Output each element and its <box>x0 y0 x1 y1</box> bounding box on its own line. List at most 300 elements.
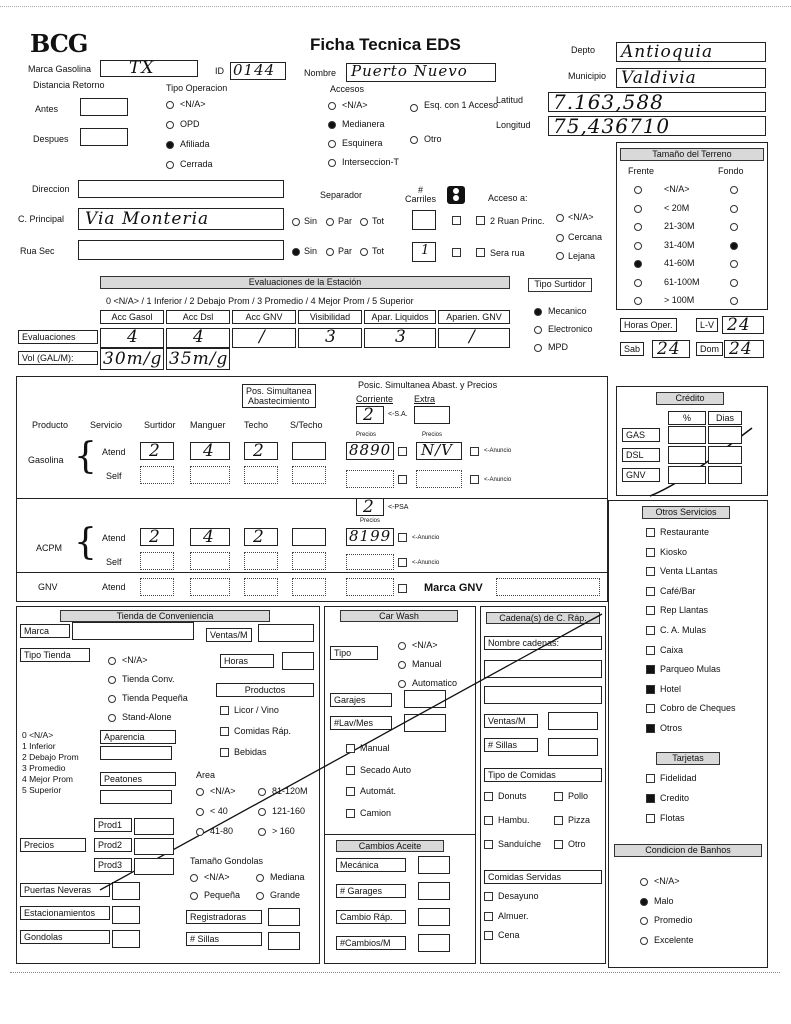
cambios-field-1[interactable] <box>418 882 450 900</box>
antes-label: Antes <box>35 104 59 114</box>
terreno-fondo-radio-6[interactable] <box>730 297 738 305</box>
carwash-item-label-3: Camion <box>360 807 392 818</box>
gondolas-label-0: <N/A> <box>204 872 230 882</box>
tienda-sillas-label: # Sillas <box>186 932 262 946</box>
tipo-operacion-label: Tipo Operacion <box>166 83 228 93</box>
gondolas-radio-2[interactable] <box>190 892 198 900</box>
accesos-radio-0[interactable] <box>328 102 336 110</box>
gondolas-radio-1[interactable] <box>256 874 264 882</box>
dom-field[interactable] <box>724 340 764 358</box>
eval-value-field-2[interactable] <box>232 328 296 348</box>
gnv-manguer-atend[interactable] <box>190 578 230 596</box>
carwash-item-check-1[interactable] <box>346 766 355 775</box>
gas-precio-extra-field[interactable]: N/V <box>416 442 462 460</box>
area-label-4: 121-160 <box>272 806 306 816</box>
gas-surtidor-atend[interactable]: 2 <box>140 442 174 460</box>
terreno-frente-radio-2[interactable] <box>634 223 642 231</box>
acpm-pos-field[interactable]: 2 <box>356 498 384 516</box>
tienda-precios-label: Precios <box>20 838 86 852</box>
accesos-radio-3[interactable] <box>328 159 336 167</box>
extra-label: Extra <box>414 394 436 404</box>
comidas-label-2: Hambu. <box>498 815 530 825</box>
otros-check-9[interactable] <box>646 704 655 713</box>
sab-value: 24 <box>657 339 681 359</box>
otros-label-4: Rep Llantas <box>660 605 709 616</box>
area-label-3: 81-120M <box>272 786 308 796</box>
accesos-label-1: Medianera <box>342 119 385 129</box>
peatones-label: Peatones <box>100 772 176 786</box>
area-label-0: <N/A> <box>210 786 236 796</box>
tienda-sillas-field[interactable] <box>268 932 300 950</box>
tienda-scale-5: 5 Superior <box>22 785 62 795</box>
tarjetas-check-1[interactable] <box>646 794 655 803</box>
tipo-operacion-radio-3[interactable] <box>166 161 174 169</box>
sec-tot-label: Tot <box>372 246 385 256</box>
vol-gasol-field[interactable] <box>100 348 164 370</box>
sec-par-radio[interactable] <box>326 248 334 256</box>
carwash-tipo-label-1: Manual <box>412 659 442 669</box>
tipo-tienda-radio-2[interactable] <box>108 695 116 703</box>
acpm-precio-self[interactable] <box>346 554 394 570</box>
acpm-stecho-atend[interactable] <box>292 528 326 546</box>
area-radio-4[interactable] <box>258 808 266 816</box>
estacionamientos-label: Estacionamientos <box>20 906 110 920</box>
carwash-tipo-radio-2[interactable] <box>398 680 406 688</box>
gondolas-label-2: Pequeña <box>204 890 241 900</box>
principal-traffic-check[interactable] <box>452 216 461 225</box>
terreno-row-label-5: 61-100M <box>664 276 700 287</box>
eval-col-3: Visibilidad <box>298 310 362 324</box>
eval-value-field-0[interactable] <box>100 328 164 348</box>
cambios-label-0: Mecánica <box>336 858 406 872</box>
otros-check-4[interactable] <box>646 606 655 615</box>
ruan-princ-label: 2 Ruan Princ. <box>490 216 545 226</box>
gas-pos-field[interactable]: 2 <box>356 406 384 424</box>
servidas-label-1: Almuer. <box>498 910 529 921</box>
banos-label-1: Malo <box>654 895 674 906</box>
surtidor-radio-0[interactable] <box>534 308 542 316</box>
tipo-tienda-label-3: Stand-Alone <box>122 712 172 722</box>
tipo-tienda-label-0: <N/A> <box>122 655 148 665</box>
gas-precio-self-check[interactable] <box>398 475 407 484</box>
marca-label: Marca Gasolina <box>28 64 92 74</box>
credito-pct-field-2[interactable] <box>668 466 706 484</box>
surtidor-radio-2[interactable] <box>534 344 542 352</box>
carwash-title: Car Wash <box>340 610 458 622</box>
gnv-atend-label: Atend <box>102 582 126 592</box>
antes-field[interactable] <box>80 98 128 116</box>
prod-field-0[interactable] <box>134 818 174 835</box>
acc-na-radio[interactable] <box>556 214 564 222</box>
sab-field[interactable] <box>652 340 690 358</box>
acpm-psa-label: <-PSA <box>388 504 409 511</box>
accesos-otro-radio[interactable] <box>410 136 418 144</box>
otros-label-0: Restaurante <box>660 527 710 537</box>
gondolas-title: Tamaño Gondolas <box>190 856 264 866</box>
gas-manguer-atend[interactable]: 4 <box>190 442 230 460</box>
servidas-check-0[interactable] <box>484 892 493 901</box>
terreno-frente-radio-1[interactable] <box>634 205 642 213</box>
depto-label: Depto <box>571 45 596 55</box>
prod-field-2[interactable] <box>134 858 174 875</box>
sec-sin-label: Sin <box>304 246 318 256</box>
depto-value: Antioquia <box>621 42 714 62</box>
gnv-stecho-atend[interactable] <box>292 578 326 596</box>
sera-rua-label: Sera rua <box>490 248 525 258</box>
gnv-techo-atend[interactable] <box>244 578 278 596</box>
tipo-operacion-label-2: Afiliada <box>180 139 210 149</box>
lav-mes-label: #Lav/Mes <box>330 716 392 730</box>
gas-precio-extra-self[interactable] <box>416 470 462 488</box>
tienda-scale-0: 0 <N/A> <box>22 730 54 740</box>
acpm-precio-self-check[interactable] <box>398 558 407 567</box>
credito-dias-field-0[interactable] <box>708 426 742 444</box>
area-label-2: 41-80 <box>210 826 234 836</box>
credito-pct-field-1[interactable] <box>668 446 706 464</box>
terreno-frente-radio-3[interactable] <box>634 242 642 250</box>
credito-row-0: GAS <box>622 428 660 442</box>
registradoras-field[interactable] <box>268 908 300 926</box>
pos-simult-label: Pos. Simultanea Abastecimiento <box>242 384 316 408</box>
sec-tot-radio[interactable] <box>360 248 368 256</box>
carwash-tipo-label: Tipo <box>330 646 378 660</box>
gondolas-field[interactable] <box>112 930 140 948</box>
gas-surtidor-self[interactable] <box>140 466 174 484</box>
principal-tot-label: Tot <box>372 216 385 226</box>
id-field[interactable] <box>230 62 286 80</box>
c-principal-value: Via Monteria <box>85 209 210 229</box>
comidas-check-5[interactable] <box>554 840 563 849</box>
otros-check-0[interactable] <box>646 528 655 537</box>
terreno-fondo-radio-0[interactable] <box>730 186 738 194</box>
terreno-fondo-radio-2[interactable] <box>730 223 738 231</box>
rua-sec-label: Rua Sec <box>20 246 55 256</box>
sec-traffic-check[interactable] <box>452 248 461 257</box>
prod-field-1[interactable] <box>134 838 174 855</box>
logo: BCG <box>30 29 88 58</box>
tipo-tienda-radio-0[interactable] <box>108 657 116 665</box>
otros-check-7[interactable] <box>646 665 655 674</box>
prod-label-1: Prod2 <box>94 838 132 852</box>
depto-field[interactable] <box>616 42 766 62</box>
terreno-fondo-radio-3[interactable] <box>730 242 738 250</box>
terreno-fondo-radio-4[interactable] <box>730 260 738 268</box>
tienda-title: Tienda de Conveniencia <box>60 610 270 622</box>
gnv-label: GNV <box>38 582 58 592</box>
gas-techo-self[interactable] <box>244 466 278 484</box>
evaluaciones-row-label: Evaluaciones <box>18 330 98 344</box>
gnv-surtidor-atend[interactable] <box>140 578 174 596</box>
area-radio-2[interactable] <box>196 828 204 836</box>
cambios-aceite-title: Cambios Aceite <box>336 840 444 852</box>
sec-rua-check[interactable] <box>476 248 485 257</box>
tienda-prod-check-1[interactable] <box>220 727 229 736</box>
acpm-precio-field[interactable]: 8199 <box>346 528 394 546</box>
otros-label-7: Parqueo Mulas <box>660 664 721 675</box>
area-radio-1[interactable] <box>196 808 204 816</box>
otros-check-3[interactable] <box>646 587 655 596</box>
gas-precios-extra-label: Precios <box>422 432 443 438</box>
gas-techo-atend[interactable]: 2 <box>244 442 278 460</box>
otros-label-6: Caixa <box>660 644 684 655</box>
comidas-check-4[interactable] <box>484 840 493 849</box>
principal-tot-radio[interactable] <box>360 218 368 226</box>
carwash-tipo-radio-1[interactable] <box>398 661 406 669</box>
otros-check-2[interactable] <box>646 567 655 576</box>
accesos-otro-label: Otro <box>424 134 442 144</box>
acc-lejana-radio[interactable] <box>556 252 564 260</box>
acpm-precios-label: Precios <box>360 518 381 524</box>
prod-col-1: Servicio <box>90 420 123 430</box>
area-radio-5[interactable] <box>258 828 266 836</box>
corriente-label: Corriente <box>356 394 394 404</box>
carwash-item-check-2[interactable] <box>346 787 355 796</box>
principal-sin-radio[interactable] <box>292 218 300 226</box>
longitud-field[interactable] <box>548 116 766 136</box>
page-title: Ficha Tecnica EDS <box>310 35 461 54</box>
tipo-tienda-radio-3[interactable] <box>108 714 116 722</box>
vol-gasol-value: 30m/g <box>103 349 163 369</box>
terreno-row-label-3: 31-40M <box>664 239 695 250</box>
accesos-label-3: Interseccion-T <box>342 157 400 167</box>
evaluaciones-scale: 0 <N/A> / 1 Inferior / 2 Debajo Prom / 3 Promedio / 4 Mejor Prom / 5 Superior <box>106 296 414 306</box>
acpm-manguer-self[interactable] <box>190 552 230 570</box>
acpm-techo-self[interactable] <box>244 552 278 570</box>
eval-col-4: Apar. Liquidos <box>364 310 436 324</box>
tipo-operacion-label-0: <N/A> <box>180 99 206 109</box>
terreno-frente-radio-5[interactable] <box>634 279 642 287</box>
eval-value-field-5[interactable] <box>438 328 510 348</box>
prod-col-4: Techo <box>244 420 269 430</box>
comidas-label-1: Pollo <box>568 791 589 801</box>
eval-col-0: Acc Gasol <box>100 310 164 324</box>
accesos-radio-1[interactable] <box>328 121 336 129</box>
eval-value-field-4[interactable] <box>364 328 436 348</box>
tarjetas-title: Tarjetas <box>656 752 720 765</box>
acpm-stecho-self[interactable] <box>292 552 326 570</box>
credito-pct-field-0[interactable] <box>668 426 706 444</box>
eval-value-0: 4 <box>127 327 139 347</box>
accesos-label-0: <N/A> <box>342 100 368 110</box>
acpm-surtidor-atend[interactable]: 2 <box>140 528 174 546</box>
tipo-surtidor-title: Tipo Surtidor <box>528 278 592 292</box>
marca-value: TX <box>129 58 155 78</box>
terreno-fondo-radio-5[interactable] <box>730 279 738 287</box>
tipo-tienda-radio-1[interactable] <box>108 676 116 684</box>
tienda-scale-2: 2 Debajo Prom <box>22 752 79 762</box>
tipo-operacion-radio-1[interactable] <box>166 121 174 129</box>
vol-dsl-field[interactable] <box>166 348 230 370</box>
separador-label: Separador <box>320 190 363 200</box>
otros-check-10[interactable] <box>646 724 655 733</box>
sec-sin-radio[interactable] <box>292 248 300 256</box>
cambios-field-3[interactable] <box>418 934 450 952</box>
tienda-horas-label: Horas <box>220 654 274 668</box>
area-radio-0[interactable] <box>196 788 204 796</box>
servidas-check-1[interactable] <box>484 912 493 921</box>
sec-carriles-field[interactable] <box>412 242 436 262</box>
carwash-tipo-radio-0[interactable] <box>398 642 406 650</box>
banos-label-3: Excelente <box>654 934 694 945</box>
credito-dias-field-2[interactable] <box>708 466 742 484</box>
municipio-field[interactable] <box>616 68 766 88</box>
surtidor-label-1: Electronico <box>548 324 593 334</box>
acpm-techo-atend[interactable]: 2 <box>244 528 278 546</box>
traffic-light-icon <box>447 186 465 204</box>
marca-gnv-field[interactable] <box>496 578 600 596</box>
otros-title: Otros Servicios <box>642 506 730 519</box>
otros-check-5[interactable] <box>646 626 655 635</box>
eval-value-field-3[interactable] <box>298 328 362 348</box>
tienda-scale-3: 3 Promedio <box>22 763 66 773</box>
rua-sec-field[interactable] <box>78 240 284 260</box>
gas-anuncio-label: <-Anuncio <box>484 448 512 454</box>
despues-label: Despues <box>33 134 69 144</box>
acpm-label: ACPM <box>36 543 63 553</box>
terreno-frente-radio-4[interactable] <box>634 260 642 268</box>
acpm-surtidor-self[interactable] <box>140 552 174 570</box>
acpm-manguer-atend[interactable]: 4 <box>190 528 230 546</box>
tienda-prod-check-0[interactable] <box>220 706 229 715</box>
tarjetas-check-2[interactable] <box>646 814 655 823</box>
acpm-precio-check[interactable] <box>398 533 407 542</box>
otros-check-6[interactable] <box>646 646 655 655</box>
gondolas-label: Gondolas <box>20 930 110 944</box>
terreno-fondo-radio-1[interactable] <box>730 205 738 213</box>
carwash-item-check-3[interactable] <box>346 809 355 818</box>
eval-value-2: / <box>259 327 266 347</box>
servidas-label-2: Cena <box>498 930 520 940</box>
gas-sa-label: <-S.A. <box>388 411 408 418</box>
garajes-label: Garajes <box>330 693 392 707</box>
terreno-frente-label: Frente <box>628 166 655 176</box>
terreno-frente-radio-6[interactable] <box>634 297 642 305</box>
tienda-productos-label: Productos <box>216 683 314 697</box>
gas-precio-check[interactable] <box>398 447 407 456</box>
gondolas-radio-3[interactable] <box>256 892 264 900</box>
latitud-field[interactable] <box>548 92 766 112</box>
area-radio-3[interactable] <box>258 788 266 796</box>
prod-col-3: Manguer <box>190 420 226 430</box>
eval-value-field-1[interactable] <box>166 328 230 348</box>
tipo-operacion-radio-2[interactable] <box>166 141 174 149</box>
accesos-label-2: Esquinera <box>342 138 383 148</box>
tarjetas-check-0[interactable] <box>646 774 655 783</box>
principal-ruan-check[interactable] <box>476 216 485 225</box>
principal-carriles-field[interactable] <box>412 210 436 230</box>
otros-check-1[interactable] <box>646 548 655 557</box>
comidas-check-2[interactable] <box>484 816 493 825</box>
cambios-field-0[interactable] <box>418 856 450 874</box>
comidas-check-0[interactable] <box>484 792 493 801</box>
carwash-item-check-0[interactable] <box>346 744 355 753</box>
gnv-precio-field[interactable] <box>346 578 394 596</box>
gas-precio-field[interactable]: 8890 <box>346 442 394 460</box>
cambios-label-3: #Cambios/M <box>336 936 406 950</box>
banos-label-2: Promedio <box>654 915 693 925</box>
credito-pct-label: % <box>668 411 706 425</box>
comidas-servidas-label: Comidas Servidas <box>484 870 602 884</box>
banos-radio-1[interactable] <box>640 898 648 906</box>
banos-radio-3[interactable] <box>640 937 648 945</box>
prod-col-2: Surtidor <box>144 420 176 430</box>
direccion-field[interactable] <box>78 180 284 198</box>
tarjetas-label-2: Flotas <box>660 813 685 823</box>
banos-radio-0[interactable] <box>640 878 648 886</box>
area-label-5: > 160 <box>272 826 295 836</box>
eval-value-3: 3 <box>325 327 337 347</box>
gondolas-label-1: Mediana <box>270 872 305 882</box>
tarjetas-label-1: Credito <box>660 793 690 803</box>
credito-row-2: GNV <box>622 468 660 482</box>
gas-extra-pos-field[interactable] <box>414 406 450 424</box>
servidas-check-2[interactable] <box>484 931 493 940</box>
cambios-field-2[interactable] <box>418 908 450 926</box>
terreno-row-label-2: 21-30M <box>664 221 695 231</box>
id-label: ID <box>215 66 224 76</box>
evaluaciones-title: Evaluaciones de la Estación <box>100 276 510 289</box>
page-top-line <box>0 6 791 7</box>
comidas-check-3[interactable] <box>554 816 563 825</box>
gas-stecho-self[interactable] <box>292 466 326 484</box>
nombre-field[interactable] <box>346 63 496 82</box>
gnv-precio-check[interactable] <box>398 584 407 593</box>
lv-field[interactable] <box>722 316 764 334</box>
otros-label-1: Kiosko <box>660 546 688 557</box>
accesos-radio-2[interactable] <box>328 140 336 148</box>
terreno-frente-radio-0[interactable] <box>634 186 642 194</box>
gas-anuncio-check[interactable] <box>470 447 479 456</box>
tipo-operacion-label-3: Cerrada <box>180 159 213 169</box>
accesos-esq-radio[interactable] <box>410 104 418 112</box>
municipio-value: Valdivia <box>621 68 697 88</box>
terreno-title: Tamaño del Terreno <box>620 148 764 161</box>
gondolas-radio-0[interactable] <box>190 874 198 882</box>
acpm-brace: { <box>74 522 97 563</box>
banos-title: Condicion de Banhos <box>614 844 762 857</box>
gas-precio-self[interactable] <box>346 470 394 488</box>
vol-label: Vol (GAL/M): <box>18 351 98 365</box>
comidas-label-5: Otro <box>568 839 586 849</box>
terreno-fondo-label: Fondo <box>718 166 744 176</box>
gas-manguer-self[interactable] <box>190 466 230 484</box>
comidas-check-1[interactable] <box>554 792 563 801</box>
distancia-label: Distancia Retorno <box>33 80 105 90</box>
gas-anuncio-self-check[interactable] <box>470 475 479 484</box>
eval-value-1: 4 <box>193 327 205 347</box>
tienda-prod-check-2[interactable] <box>220 748 229 757</box>
credito-dias-field-1[interactable] <box>708 446 742 464</box>
banos-radio-2[interactable] <box>640 917 648 925</box>
marca-field[interactable] <box>100 60 198 77</box>
acceso-a-label: Acceso a: <box>488 193 528 203</box>
acc-cercana-radio[interactable] <box>556 234 564 242</box>
gas-stecho-atend[interactable] <box>292 442 326 460</box>
eval-col-2: Acc GNV <box>232 310 296 324</box>
estacionamientos-field[interactable] <box>112 906 140 924</box>
longitud-label: Longitud <box>496 120 531 130</box>
horas-oper-label: Horas Oper. <box>620 318 677 332</box>
terreno-row-label-4: 41-60M <box>664 258 695 268</box>
gas-atend-label: Atend <box>102 447 126 457</box>
tipo-operacion-radio-0[interactable] <box>166 101 174 109</box>
surtidor-radio-1[interactable] <box>534 326 542 334</box>
principal-par-radio[interactable] <box>326 218 334 226</box>
otros-check-8[interactable] <box>646 685 655 694</box>
surtidor-label-0: Mecanico <box>548 306 587 316</box>
despues-field[interactable] <box>80 128 128 146</box>
c-principal-field[interactable] <box>78 208 284 230</box>
